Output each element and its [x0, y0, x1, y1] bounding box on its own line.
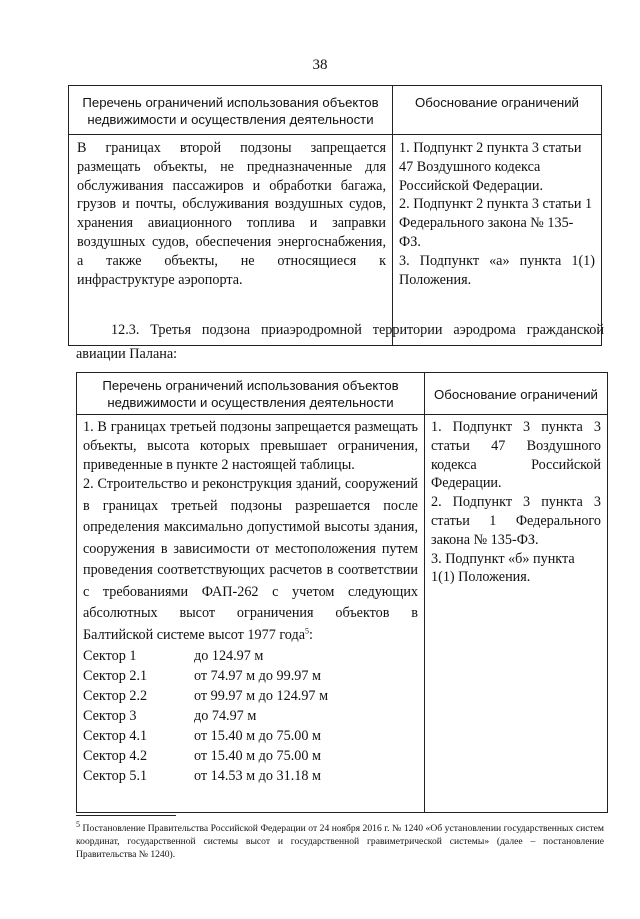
sector-range: от 15.40 м до 75.00 м — [194, 748, 321, 765]
justification-item: 3. Подпункт «а» пункта 1(1) Положения. — [399, 252, 595, 288]
footnote-reference[interactable]: 5 — [305, 626, 310, 636]
restriction-item-2-text: 2. Строительство и реконструкция зданий, сооружений в границах третьей подзоны разрешается после определения максимально допустимой высоты здания, сооружения в зависимости от местоположения путем проведения соответствующих расчетов в соответствии с требованиями ФАП-262 с учетом следующих абсолютных высот ограничения объектов в Балтийской системе высот 1977 года — [83, 476, 418, 643]
footnote — [76, 819, 604, 861]
sector-name: Сектор 3 — [83, 708, 137, 725]
justification-cell — [393, 135, 602, 346]
justification-item: 2. Подпункт 3 пункта 3 статьи 1 Федерального закона № 135-ФЗ. — [431, 494, 601, 548]
sector-row — [83, 686, 418, 706]
sector-row — [83, 646, 418, 666]
header-restrictions-list: Перечень ограничений использования объектов недвижимости и осуществления деятельности — [82, 95, 379, 127]
footnote-text: Постановление Правительства Российской Федерации от 24 ноября 2016 г. № 1240 «Об установлении государственных систем координат, государственной системы высот и государственной гравиметрической системы» (далее – постановление Правительства № 1240). — [76, 823, 604, 860]
header-restrictions-list: Перечень ограничений использования объектов недвижимости и осуществления деятельности — [102, 378, 399, 410]
section-heading: 12.3. Третья подзона приаэродромной территории аэродрома гражданской авиации Палана: — [76, 322, 604, 362]
sector-range: от 74.97 м до 99.97 м — [194, 668, 321, 685]
justification-item: 3. Подпункт «б» пункта 1(1) Положения. — [431, 550, 575, 586]
justification-cell — [425, 415, 608, 813]
restriction-item-1: 1. В границах третьей подзоны запрещается размещать объекты, высота которых превышает ограничения, приведенные в пункте 2 настоящей таблицы. — [83, 419, 418, 473]
sector-name: Сектор 2.1 — [83, 668, 148, 685]
restrictions-table-zone-2 — [68, 85, 602, 346]
sector-row — [83, 706, 418, 726]
restriction-cell — [77, 415, 425, 813]
restrictions-table-zone-3 — [76, 372, 608, 813]
sector-range: от 14.53 м до 31.18 м — [194, 768, 321, 785]
sector-row — [83, 746, 418, 766]
sector-name: Сектор 2.2 — [83, 688, 148, 705]
header-justification: Обоснование ограничений — [415, 95, 579, 110]
header-justification: Обоснование ограничений — [434, 386, 598, 402]
sector-name: Сектор 4.2 — [83, 748, 148, 765]
sector-name: Сектор 1 — [83, 648, 137, 665]
sector-row — [83, 726, 418, 746]
sector-range: до 124.97 м — [194, 648, 264, 665]
table-header-cell — [77, 373, 425, 415]
restriction-text: В границах второй подзоны запрещается размещать объекты, не предназначенные для обслуживания пассажиров и обработки багажа, грузов и почты, обслуживания воздушных судов, хранения авиационного топлива и заправки воздушных судов, обеспечения энергоснабжения, а также объекты, не относящиеся к инфраструктуре аэропорта. — [77, 140, 386, 288]
sector-list — [83, 646, 418, 786]
page-number: 38 — [312, 57, 328, 73]
justification-item: 1. Подпункт 2 пункта 3 статьи 47 Воздушного кодекса Российской Федерации. — [399, 140, 582, 194]
table-header-cell — [69, 86, 393, 135]
justification-item: 1. Подпункт 3 пункта 3 статьи 47 Воздушного кодекса Российской Федерации. — [431, 419, 601, 492]
sector-name: Сектор 4.1 — [83, 728, 148, 745]
sector-row — [83, 666, 418, 686]
restriction-item-2 — [83, 474, 418, 646]
table-header-cell — [393, 86, 602, 135]
sector-row — [83, 766, 418, 786]
sector-range: от 99.97 м до 124.97 м — [194, 688, 329, 705]
restriction-cell — [69, 135, 393, 346]
footnote-divider — [76, 815, 176, 816]
restriction-item-2-colon: : — [309, 626, 313, 643]
sector-name: Сектор 5.1 — [83, 768, 148, 785]
justification-item: 2. Подпункт 2 пункта 3 статьи 1 Федерального закона № 135-ФЗ. — [399, 196, 593, 250]
sector-range: до 74.97 м — [194, 708, 257, 725]
table-header-cell — [425, 373, 608, 415]
sector-range: от 15.40 м до 75.00 м — [194, 728, 321, 745]
footnote-mark: 5 — [76, 819, 80, 829]
